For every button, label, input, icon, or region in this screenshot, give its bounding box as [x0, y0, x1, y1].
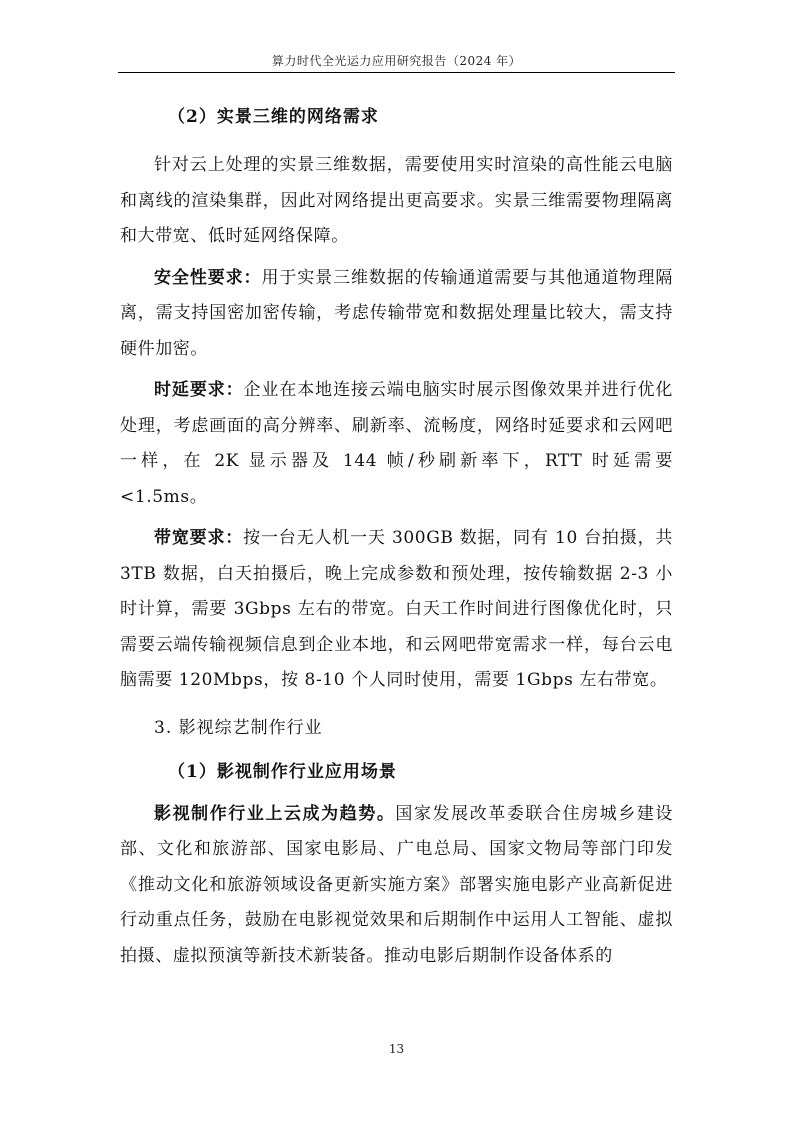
paragraph-security [120, 261, 673, 368]
security-label: 安全性要求： [154, 267, 262, 288]
header-rule [118, 72, 675, 73]
paragraph-latency [120, 373, 673, 515]
body-text [120, 96, 673, 974]
bandwidth-label: 带宽要求： [154, 528, 244, 548]
paragraph-intro: 针对云上处理的实景三维数据，需要使用实时渲染的高性能云电脑和离线的渲染集群，因此对网络提出更高要求。实景三维需要物理隔离和大带宽、低时延网络保障。 [120, 155, 673, 246]
subsection-heading-2: （2）实景三维的网络需求 [168, 107, 379, 127]
security-text: 用于实景三维数据的传输通道需要与其他通道物理隔离，需支持国密加密传输，考虑传输带宽和数据处理量比较大，需支持硬件加密。 [120, 267, 673, 359]
subsection-heading-1: （1）影视制作行业应用场景 [168, 761, 397, 782]
section-heading-3: 3. 影视综艺制作行业 [154, 717, 323, 738]
film-text: 国家发展改革委联合住房城乡建设部、文化和旅游部、国家电影局、广电总局、国家文物局等部门印发《推动文化和旅游领域设备更新实施方案》部署实施电影产业高新促进行动重点任务，鼓励在电影视觉效果和后期制作中运用人工智能、虚拟拍摄、虚拟预演等新技术新装备。推动电影后期制作设备体系的 [120, 803, 673, 966]
latency-text: 企业在本地连接云端电脑实时展示图像效果并进行优化处理，考虑画面的高分辨率、刷新率、流畅度，网络时延要求和云网吧一样，在 2K 显示器及 144 帧/秒刷新率下，RTT 时延需要<1.5ms。 [120, 380, 674, 507]
running-header: 算力时代全光运力应用研究报告（2024 年） [271, 54, 522, 68]
film-label: 影视制作行业上云成为趋势。 [154, 803, 396, 824]
page-number: 13 [388, 1042, 405, 1056]
latency-label: 时延要求： [154, 380, 244, 400]
paragraph-bandwidth [120, 521, 673, 699]
paragraph-film [120, 797, 673, 975]
bandwidth-text: 按一台无人机一天 300GB 数据，同有 10 台拍摄，共 3TB 数据，白天拍摄后，晚上完成参数和预处理，按传输数据 2-3 小时计算，需要 3Gbps 左右的带宽。白天工作时间进行图像优化时，只需要云端传输视频信息到企业本地，和云网吧带宽需求一样，每台云电脑需要 120Mbps，按 8-10 个人同时使用，需要 1Gbps 左右带宽。 [120, 528, 673, 690]
